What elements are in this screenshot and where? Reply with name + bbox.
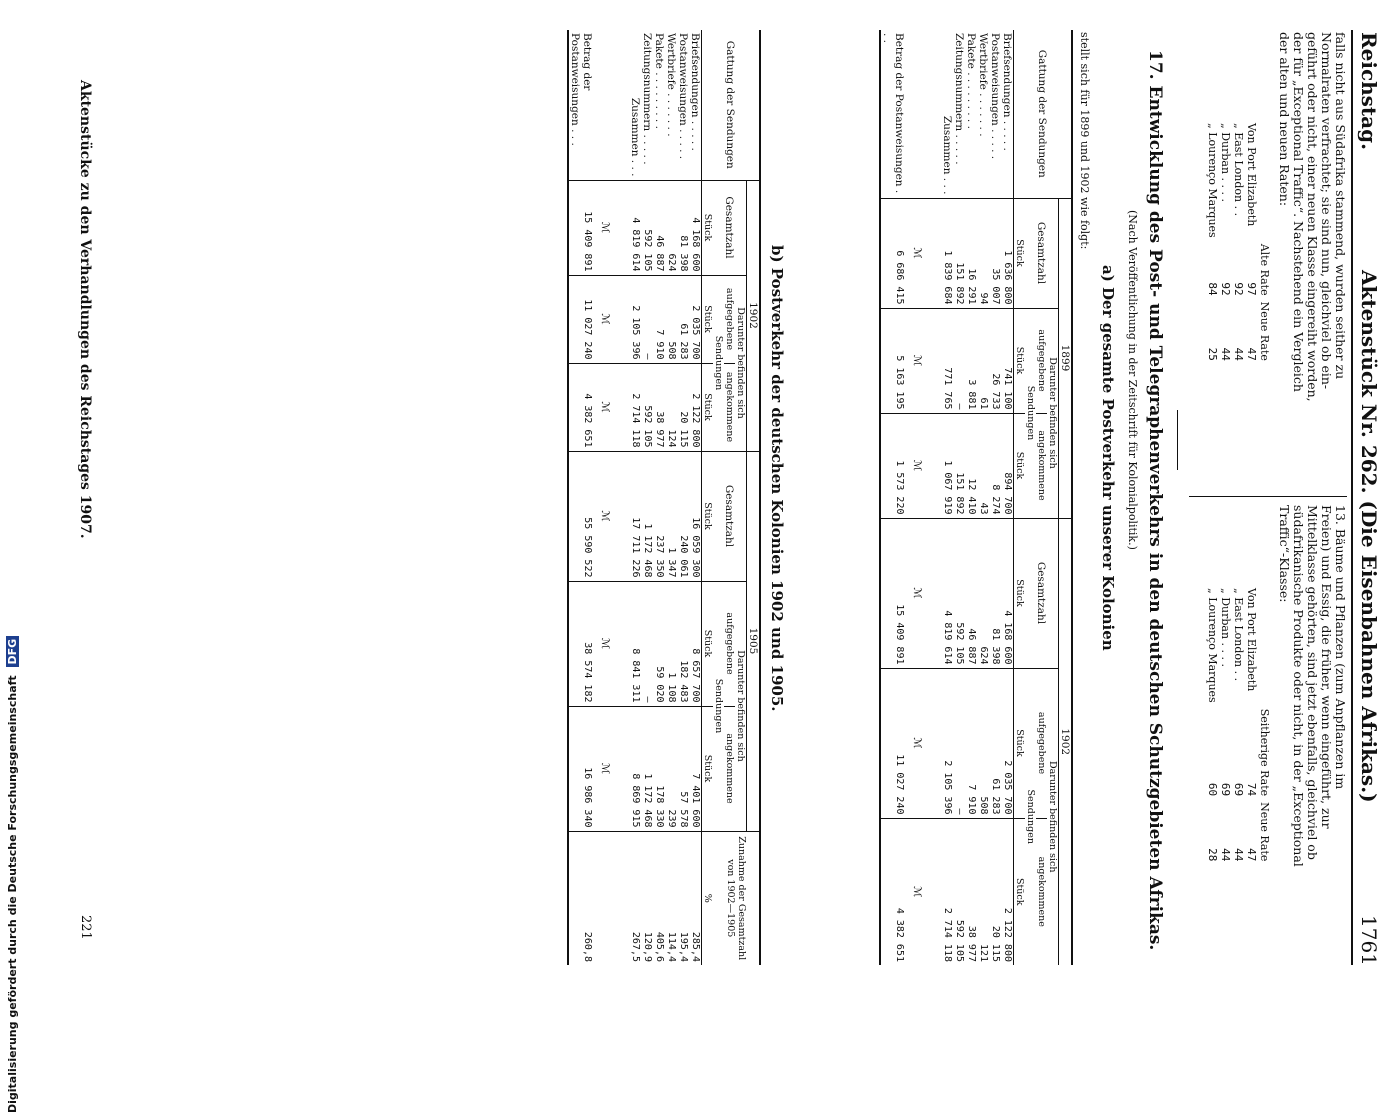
right-rate-row: „ Lourenço Marques 60 28 — [1206, 588, 1219, 862]
table-a-sendungen-header: Sendungen — [1025, 308, 1036, 518]
subsection-b-title: b) Postverkehr der deutschen Kolonien 1902 und 1905. — [768, 245, 786, 712]
table-a-unit: Stück — [1014, 198, 1026, 308]
table-a-unit: Stück — [1014, 668, 1026, 818]
table-b-year1: 1902 — [747, 180, 761, 451]
table-row: Postanweisungen . . . . . 81 398 61 283 20 115 240 061 182 483 57 578 195,4 — [677, 30, 689, 965]
page-number: 1761 — [1357, 915, 1381, 966]
table-b-among-header: Darunter befinden sich — [735, 275, 747, 451]
table-a-among-header: Darunter befinden sich — [1047, 308, 1059, 518]
table-a-unit: Stück — [1014, 818, 1026, 965]
left-rate-header-old: Alte Rate — [1258, 243, 1271, 296]
left-text-line: geführt oder nicht, einer neuen Klasse eingereiht worden, — [1305, 32, 1320, 402]
header-left: Reichstag. — [1357, 32, 1381, 151]
table-row: Postanweisungen . . . . . 35 007 26 733 8 274 81 398 61 283 20 115 — [989, 30, 1001, 965]
table-unit-row: ℳ ℳ ℳ ℳ ℳ ℳ — [593, 30, 611, 965]
left-rate-row: Von Port Elizabeth 97 47 — [1245, 123, 1258, 361]
table-b-sendungen-header: Sendungen — [713, 275, 724, 451]
table-b-unit: Stück — [702, 706, 714, 831]
right-rate-row: Von Port Elizabeth 74 47 — [1245, 588, 1258, 862]
table-a-year2: 1902 — [1059, 518, 1073, 965]
table-b-unit: Stück — [702, 451, 714, 581]
table-row: Briefsendungen . . . . . 4 168 600 2 035 700 2 122 800 16 059 300 8 657 700 7 401 600 285,4 — [689, 30, 702, 965]
table-a-col-label: Gattung der Sendungen — [1036, 49, 1049, 178]
table-total-row: Zusammen . . . 4 819 614 2 105 396 2 714 118 17 711 226 8 841 311 8 869 915 267,5 — [611, 30, 641, 965]
table-a-among-header-2: Darunter befinden sich — [1047, 668, 1059, 965]
left-rate-row: „ East London . . 92 44 — [1232, 123, 1245, 361]
table-b-unit: Stück — [702, 363, 714, 451]
table-a-out-header-2: aufgegebene — [1036, 668, 1047, 818]
table-b-sendungen-header-2: Sendungen — [713, 581, 724, 831]
header-rule — [1351, 30, 1353, 965]
table-b — [567, 30, 761, 965]
table-a-out-header: aufgegebene — [1036, 308, 1047, 413]
table-a-unit: Stück — [1014, 308, 1026, 413]
section-source: (Nach Veröffentlichung in der Zeitschrift für Kolonialpolitik.) — [1126, 210, 1139, 550]
table-row: Wertbriefe . . . . . . . 94 61 43 624 508 121 — [977, 30, 989, 965]
right-text-line: Freien) und Essig, die früher, wenn eingeführt, zur — [1319, 505, 1334, 829]
left-rate-header-new: Neue Rate — [1258, 301, 1271, 361]
right-text-line: südafrikanische Produkte oder nicht, in der „Exceptional — [1291, 505, 1306, 867]
right-rate-row: „ East London . . 69 44 — [1232, 588, 1245, 862]
right-text-line: Mittelklasse gehörten, sind jetzt ebenfalls, gleichviel ob — [1305, 505, 1320, 860]
right-rate-table — [1206, 585, 1271, 864]
left-rate-row: „ Durban . . . . 92 44 — [1219, 123, 1232, 361]
table-row: Pakete . . . . . . . . . 16 291 3 881 12 410 46 887 7 910 38 977 — [965, 30, 977, 965]
table-total-row: Zusammen . . . 1 839 684 771 765 1 067 919 4 819 614 2 105 396 2 714 118 — [923, 30, 953, 965]
dfg-notice — [6, 413, 22, 1113]
right-rate-row: „ Durban . . . . 69 44 — [1219, 588, 1232, 862]
table-row: Pakete . . . . . . . . . 46 887 7 910 38 977 237 350 59 020 178 330 405,6 — [653, 30, 665, 965]
left-text-line: Normalraten verfrachtet; sie sind nun, gleichviel ob ein- — [1319, 32, 1334, 390]
table-b-among-header-2: Darunter befinden sich — [735, 581, 747, 831]
table-row: Zeitungsnummern . . . . . 151 892 — 151 892 592 105 — 592 105 — [953, 30, 965, 965]
table-b-total-header-2: Gesamtzahl — [713, 451, 747, 581]
section-title: 17. Entwicklung des Post- und Telegraphenverkehrs in den deutschen Schutzgebieten Afrikas. — [1145, 50, 1165, 951]
footer-page: 221 — [78, 915, 93, 940]
table-b-in-header: angekommene — [724, 363, 735, 451]
header-center: Aktenstück Nr. 262. (Die Eisenbahnen Afrikas.) — [1357, 270, 1381, 803]
column-divider — [1189, 496, 1347, 497]
table-a-total-header-2: Gesamtzahl — [1025, 518, 1059, 668]
left-text-line: der alten und neuen Raten: — [1277, 32, 1292, 207]
table-a-unit: Stück — [1014, 518, 1026, 668]
table-b-total-header: Gesamtzahl — [713, 180, 747, 275]
dfg-logo: DFG — [6, 636, 19, 668]
table-b-unit: Stück — [702, 581, 714, 706]
right-text-line: Traffic“-Klasse: — [1277, 505, 1292, 603]
table-b-out-header: aufgegebene — [724, 275, 735, 363]
intro-line: stellt sich für 1899 und 1902 wie folgt: — [1078, 32, 1091, 250]
table-b-increase-header: Zunahme der Gesamtzahl von 1902—1905 — [713, 831, 760, 965]
table-amount-row: Betrag der Postanweisungen . . . 6 686 415 5 163 195 1 573 220 15 409 891 11 027 240 4 382 651 — [880, 30, 905, 965]
footer-left: Aktenstücke zu den Verhandlungen des Reichstages 1907. — [77, 80, 93, 539]
left-rate-table — [1206, 120, 1271, 364]
table-amount-row: Betrag der Postanweisungen . . . 15 409 891 11 027 240 4 382 651 55 590 522 38 574 182 16 986 340 260,8 — [568, 30, 593, 965]
table-a-sendungen-header-2: Sendungen — [1025, 668, 1036, 965]
table-row: Wertbriefe . . . . . . . 624 508 124 1 347 1 108 239 114,4 — [665, 30, 677, 965]
right-rate-header-new: Neue Rate — [1258, 802, 1271, 862]
table-b-in-header-2: angekommene — [724, 706, 735, 831]
table-b-percent: % — [702, 831, 714, 965]
table-b-year2: 1905 — [747, 451, 761, 831]
left-text-line: falls nicht aus Südafrika stammend, wurden seither zu — [1333, 32, 1348, 380]
table-a — [879, 30, 1073, 965]
left-rate-row: „ Lourenço Marques 84 25 — [1206, 123, 1219, 361]
subsection-a-title: a) Der gesamte Postverkehr unserer Kolonien — [1099, 265, 1117, 651]
table-a-year1: 1899 — [1059, 198, 1073, 518]
table-a-in-header-2: angekommene — [1036, 818, 1047, 965]
dfg-notice-text: Digitalisierung gefördert durch die Deutsche Forschungsgemeinschaft — [6, 675, 19, 1113]
right-rate-header-old: Seitherige Rate — [1258, 708, 1271, 797]
table-row: Briefsendungen . . . . . 1 636 800 741 100 894 700 4 168 600 2 035 700 2 122 800 — [1001, 30, 1014, 965]
left-column-text — [1277, 32, 1347, 402]
left-text-line: der für „Exceptional Traffic“. Nachstehend ein Vergleich — [1291, 32, 1306, 392]
table-unit-row: ℳ ℳ ℳ ℳ ℳ ℳ — [905, 30, 923, 965]
table-a-unit: Stück — [1014, 413, 1026, 518]
table-a-total-header: Gesamtzahl — [1025, 198, 1059, 308]
table-b-unit: Stück — [702, 275, 714, 363]
table-b-col-label: Gattung der Sendungen — [724, 40, 737, 169]
table-a-in-header: angekommene — [1036, 413, 1047, 518]
table-b-unit: Stück — [702, 180, 714, 275]
table-row: Zeitungsnummern . . . . . 592 105 — 592 105 1 172 468 — 1 172 468 120,9 — [641, 30, 653, 965]
right-column-text — [1277, 505, 1347, 867]
table-b-out-header-2: aufgegebene — [724, 581, 735, 706]
short-divider — [1177, 410, 1178, 470]
right-text-line: 13. Bäume und Pflanzen (zum Anpflanzen im — [1333, 505, 1348, 790]
